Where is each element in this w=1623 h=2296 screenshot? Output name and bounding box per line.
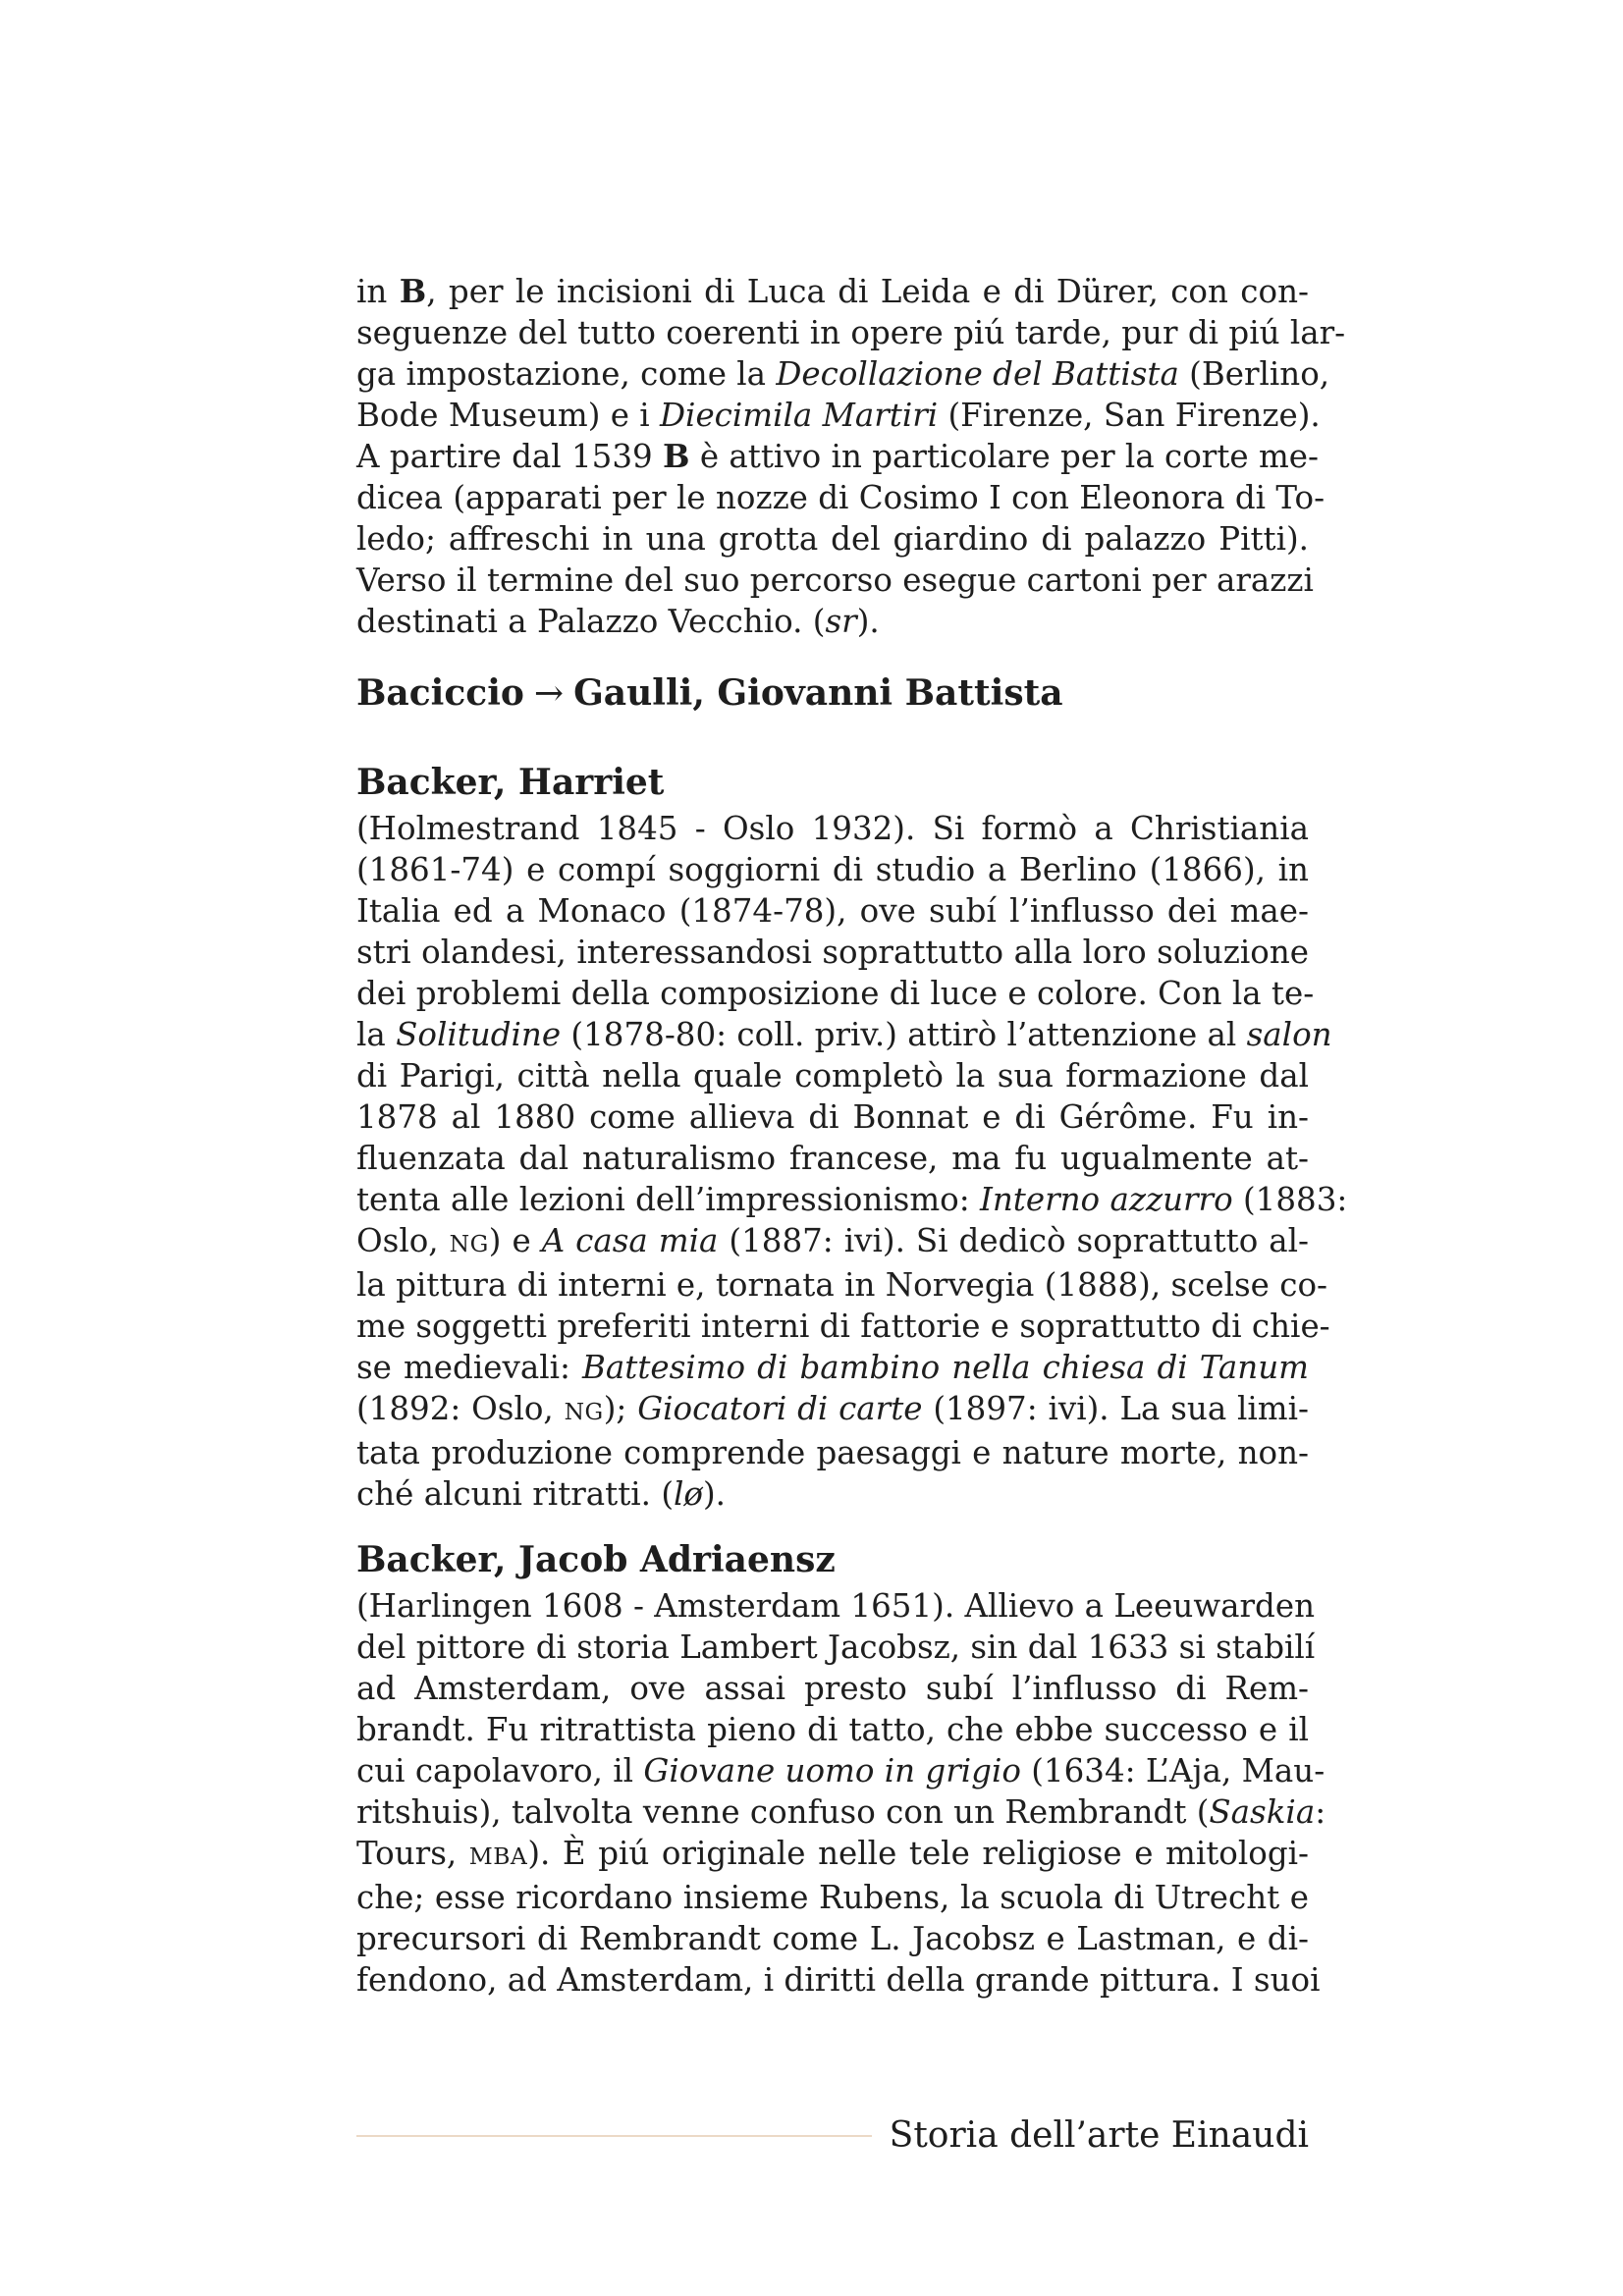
text-line: (Holmestrand 1845 - Oslo 1932). Si formò a Christiania	[356, 810, 1309, 847]
text-line: tenta alle lezioni dell’impressionismo: Interno azzurro (1883:	[356, 1181, 1348, 1218]
text-line: se medievali: Battesimo di bambino nella chiesa di Tanum	[356, 1349, 1309, 1386]
text-line: cui capolavoro, il Giovane uomo in grigio (1634: L’Aja, Mau-	[356, 1752, 1325, 1789]
text-line: dicea (apparati per le nozze di Cosimo I con Eleonora di To-	[356, 479, 1325, 516]
text-line: seguenze del tutto coerenti in opere piú tarde, pur di piú lar-	[356, 314, 1346, 351]
cross-reference-link[interactable]: Gaulli, Giovanni Battista	[573, 672, 1063, 714]
text-line: fendono, ad Amsterdam, i diritti della grande pittura. I suoi	[356, 1961, 1321, 1999]
text-line: fluenzata dal naturalismo francese, ma fu ugualmente at-	[356, 1140, 1309, 1177]
entry-heading-baciccio: Baciccio → Gaulli, Giovanni Battista	[356, 672, 1063, 714]
text-line: ad Amsterdam, ove assai presto subí l’influsso di Rem-	[356, 1670, 1309, 1707]
text-line: brandt. Fu ritrattista pieno di tatto, che ebbe successo e il	[356, 1711, 1309, 1748]
text-line: A partire dal 1539 B è attivo in particolare per la corte me-	[356, 437, 1319, 475]
text-line: destinati a Palazzo Vecchio. (sr).	[356, 603, 880, 640]
text-line: Italia ed a Monaco (1874-78), ove subí l’influsso dei mae-	[356, 892, 1309, 930]
text-line: del pittore di storia Lambert Jacobsz, sin dal 1633 si stabilí	[356, 1629, 1316, 1666]
text-line: in B, per le incisioni di Luca di Leida e di Dürer, con con-	[356, 272, 1309, 310]
text-line: la Solitudine (1878-80: coll. priv.) attirò l’attenzione al salon	[356, 1016, 1332, 1053]
text-line: (1892: Oslo, NG); Giocatori di carte (1897: ivi). La sua limi-	[356, 1390, 1309, 1427]
text-line: (1861-74) e compí soggiorni di studio a Berlino (1866), in	[356, 851, 1309, 888]
footer-rule	[356, 2135, 872, 2137]
continuation-paragraph	[356, 271, 1346, 642]
text-line: me soggetti preferiti interni di fattorie e soprattutto di chie-	[356, 1308, 1330, 1345]
text-line: (Harlingen 1608 - Amsterdam 1651). Allievo a Leeuwarden	[356, 1587, 1316, 1625]
text-line: ledo; affreschi in una grotta del giardino di palazzo Pitti).	[356, 520, 1309, 558]
text-line: di Parigi, città nella quale completò la sua formazione dal	[356, 1057, 1309, 1095]
text-line: precursori di Rembrandt come L. Jacobsz e Lastman, e di-	[356, 1920, 1309, 1957]
text-line: 1878 al 1880 come allieva di Bonnat e di Gérôme. Fu in-	[356, 1098, 1309, 1136]
text-line: Oslo, NG) e A casa mia (1887: ivi). Si dedicò soprattutto al-	[356, 1222, 1310, 1259]
text-line: che; esse ricordano insieme Rubens, la scuola di Utrecht e	[356, 1879, 1309, 1916]
text-line: Bode Museum) e i Diecimila Martiri (Firenze, San Firenze).	[356, 397, 1321, 434]
text-line: dei problemi della composizione di luce e colore. Con la te-	[356, 975, 1315, 1012]
entry-body-harriet	[356, 808, 1348, 1515]
page-content	[356, 271, 1348, 2001]
text-line: stri olandesi, interessandosi soprattutto alla loro soluzione	[356, 934, 1309, 971]
entry-heading-harriet: Backer, Harriet	[356, 762, 665, 803]
entry-body-jacob	[356, 1585, 1326, 2001]
text-line: Verso il termine del suo percorso esegue cartoni per arazzi	[356, 561, 1314, 599]
text-line: la pittura di interni e, tornata in Norvegia (1888), scelse co-	[356, 1266, 1327, 1304]
text-line: tata produzione comprende paesaggi e nature morte, non-	[356, 1434, 1309, 1471]
text-line: Tours, MBA). È piú originale nelle tele religiose e mitologi-	[356, 1835, 1309, 1872]
page-footer	[356, 2112, 1309, 2162]
text-line: ché alcuni ritratti. (lø).	[356, 1475, 727, 1513]
text-line: ga impostazione, come la Decollazione del Battista (Berlino,	[356, 355, 1330, 393]
footer-title: Storia dell’arte Einaudi	[889, 2115, 1309, 2156]
arrow-right-icon: →	[533, 673, 565, 714]
text-line: ritshuis), talvolta venne confuso con un Rembrandt (Saskia:	[356, 1793, 1326, 1831]
entry-heading-jacob: Backer, Jacob Adriaensz	[356, 1539, 836, 1580]
